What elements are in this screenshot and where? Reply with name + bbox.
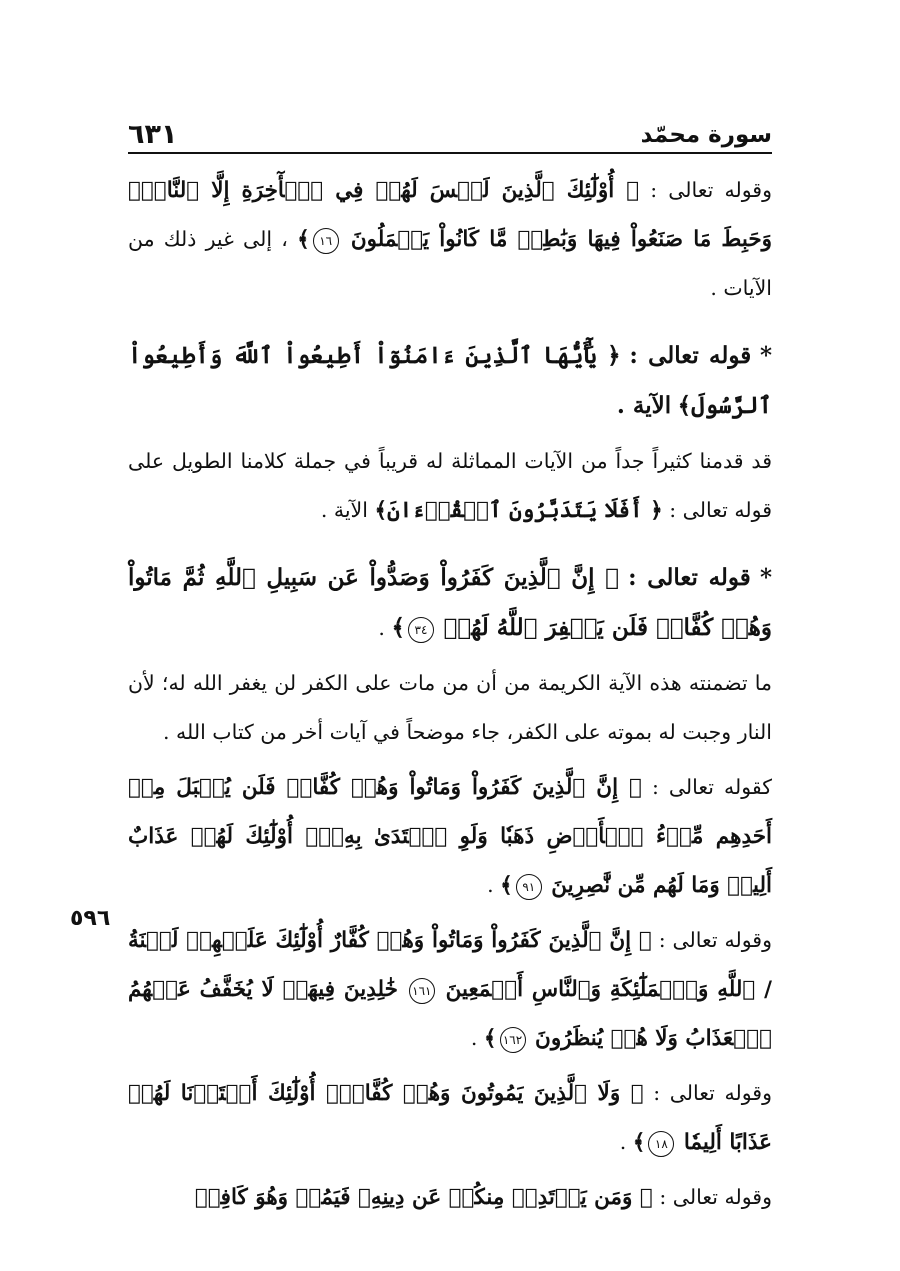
aya-number-marker: ١٦٢ <box>500 1027 526 1053</box>
quran-verse: ﴿ وَمَن يَرۡتَدِدۡ مِنكُمۡ عَن دِينِهِۦ فَيَمُتۡ وَهُوَ كَافِرٞ <box>194 1185 653 1210</box>
paragraph-7 <box>128 1173 772 1222</box>
paragraph-text: ما تضمنته هذه الآية الكريمة من أن من مات على الكفر لن يغفر الله له؛ لأن النار وجبت له بموته على الكفر، جاء موضحاً في آيات أخر من كتاب الله . <box>128 671 772 744</box>
verse-close-bracket: ﴾ <box>483 1026 497 1051</box>
heading-1 <box>128 331 772 431</box>
heading-2 <box>128 553 772 653</box>
quran-verse: ﴿ يَٰٓأَيُّهَا ٱلَّذِينَ ءَامَنُوٓاْ أَطِيعُواْ ٱللَّهَ وَأَطِيعُواْ ٱلرَّسُولَ﴾ <box>128 342 772 419</box>
paragraph-5 <box>128 916 772 1063</box>
verse-intro: وقوله تعالى : <box>659 1185 772 1209</box>
aya-number-marker: ٩١ <box>516 874 542 900</box>
heading-intro: قوله تعالى : <box>629 342 752 369</box>
paragraph-tail: . <box>487 873 494 897</box>
paragraph-tail: الآية . <box>320 498 368 522</box>
quran-verse: ﴿ وَلَا ٱلَّذِينَ يَمُوتُونَ وَهُمۡ كُفَّارٌۚ أُوْلَٰٓئِكَ أَعۡتَدۡنَا لَهُمۡ عَذَابًا أَلِيمٗا <box>128 1081 772 1155</box>
surah-title: سورة محمّد <box>640 122 772 148</box>
paragraph-2 <box>128 437 772 535</box>
heading-marker: * <box>759 342 773 369</box>
aya-number-marker: ١٦ <box>313 228 339 254</box>
paragraph-6 <box>128 1069 772 1167</box>
margin-page-reference: ٥٩٦ <box>70 906 111 931</box>
quran-verse: ﴿ إِنَّ ٱلَّذِينَ كَفَرُواْ وَصَدُّواْ عَن سَبِيلِ ٱللَّهِ ثُمَّ مَاتُواْ وَهُمۡ كُفَّارٞ فَلَن يَغۡفِرَ ٱللَّهُ لَهُمۡ <box>128 564 772 641</box>
paragraph-3 <box>128 659 772 757</box>
verse-intro: وقوله تعالى : <box>658 928 772 952</box>
paragraph-1 <box>128 166 772 313</box>
verse-close-bracket: ﴾ <box>297 227 310 252</box>
page-number: ٦٣١ <box>128 119 178 150</box>
quran-verse: خَٰلِدِينَ فِيهَاۖ لَا يُخَفَّفُ عَنۡهُمُ ٱلۡعَذَابُ وَلَا هُمۡ يُنظَرُونَ <box>128 977 772 1051</box>
aya-number-marker: ١٨ <box>648 1131 674 1157</box>
heading-marker: * <box>759 564 772 591</box>
verse-intro: كقوله تعالى : <box>651 775 772 799</box>
verse-close-bracket: ﴾ <box>500 873 513 898</box>
verse-close-bracket: ﴾ <box>391 614 405 641</box>
quran-verse: ﴿ إِنَّ ٱلَّذِينَ كَفَرُواْ وَمَاتُواْ وَهُمۡ كُفَّارٞ فَلَن يُقۡبَلَ مِنۡ أَحَدِهِم مِّلۡءُ ٱلۡأَرۡضِ ذَهَبٗا وَلَوِ ٱفۡتَدَىٰ بِهِۦٓۗ أُوْلَٰٓئِكَ لَهُمۡ عَذَابٌ أَلِيمٞ وَمَا لَهُم مِّن نَّٰصِرِينَ <box>128 775 772 898</box>
verse-close-bracket: ﴾ <box>632 1130 646 1155</box>
verse-intro: وقوله تعالى : <box>653 1081 772 1105</box>
heading-tail: . <box>378 616 385 640</box>
page-header <box>128 108 772 154</box>
quran-verse: ﴿ أَفَلَا يَتَدَبَّرُونَ ٱلۡقُرۡءَانَ﴾ <box>374 498 663 523</box>
paragraph-tail: . <box>470 1026 478 1050</box>
verse-intro: وقوله تعالى : <box>650 178 772 202</box>
paragraph-4 <box>128 763 772 910</box>
aya-number-marker: ١٦١ <box>409 978 435 1004</box>
paragraph-tail: . <box>619 1130 627 1154</box>
quran-verse: ﴿ أُوْلَٰٓئِكَ ٱلَّذِينَ لَيۡسَ لَهُمۡ فِي ٱلۡأٓخِرَةِ إِلَّا ٱلنَّارُۖ وَحَبِطَ مَا صَنَعُواْ فِيهَا وَبَٰطِلٞ مَّا كَانُواْ يَعۡمَلُونَ <box>128 178 772 252</box>
paragraph-text: قد قدمنا كثيراً جداً من الآيات المماثلة له قريباً في جملة كلامنا الطويل على قوله تعالى : <box>128 449 772 522</box>
heading-intro: قوله تعالى : <box>628 564 751 591</box>
heading-tail: الآية . <box>616 392 672 419</box>
body-text <box>128 166 772 1222</box>
paragraph-tail: ، إلى غير ذلك من الآيات . <box>128 227 772 300</box>
quran-verse: ﴿ إِنَّ ٱلَّذِينَ كَفَرُواْ وَمَاتُواْ وَهُمۡ كُفَّارٌ أُوْلَٰٓئِكَ عَلَيۡهِمۡ لَعۡنَةُ / ٱللَّهِ وَٱلۡمَلَٰٓئِكَةِ وَٱلنَّاسِ أَجۡمَعِينَ <box>128 928 772 1002</box>
aya-number-marker: ٣٤ <box>408 617 434 643</box>
